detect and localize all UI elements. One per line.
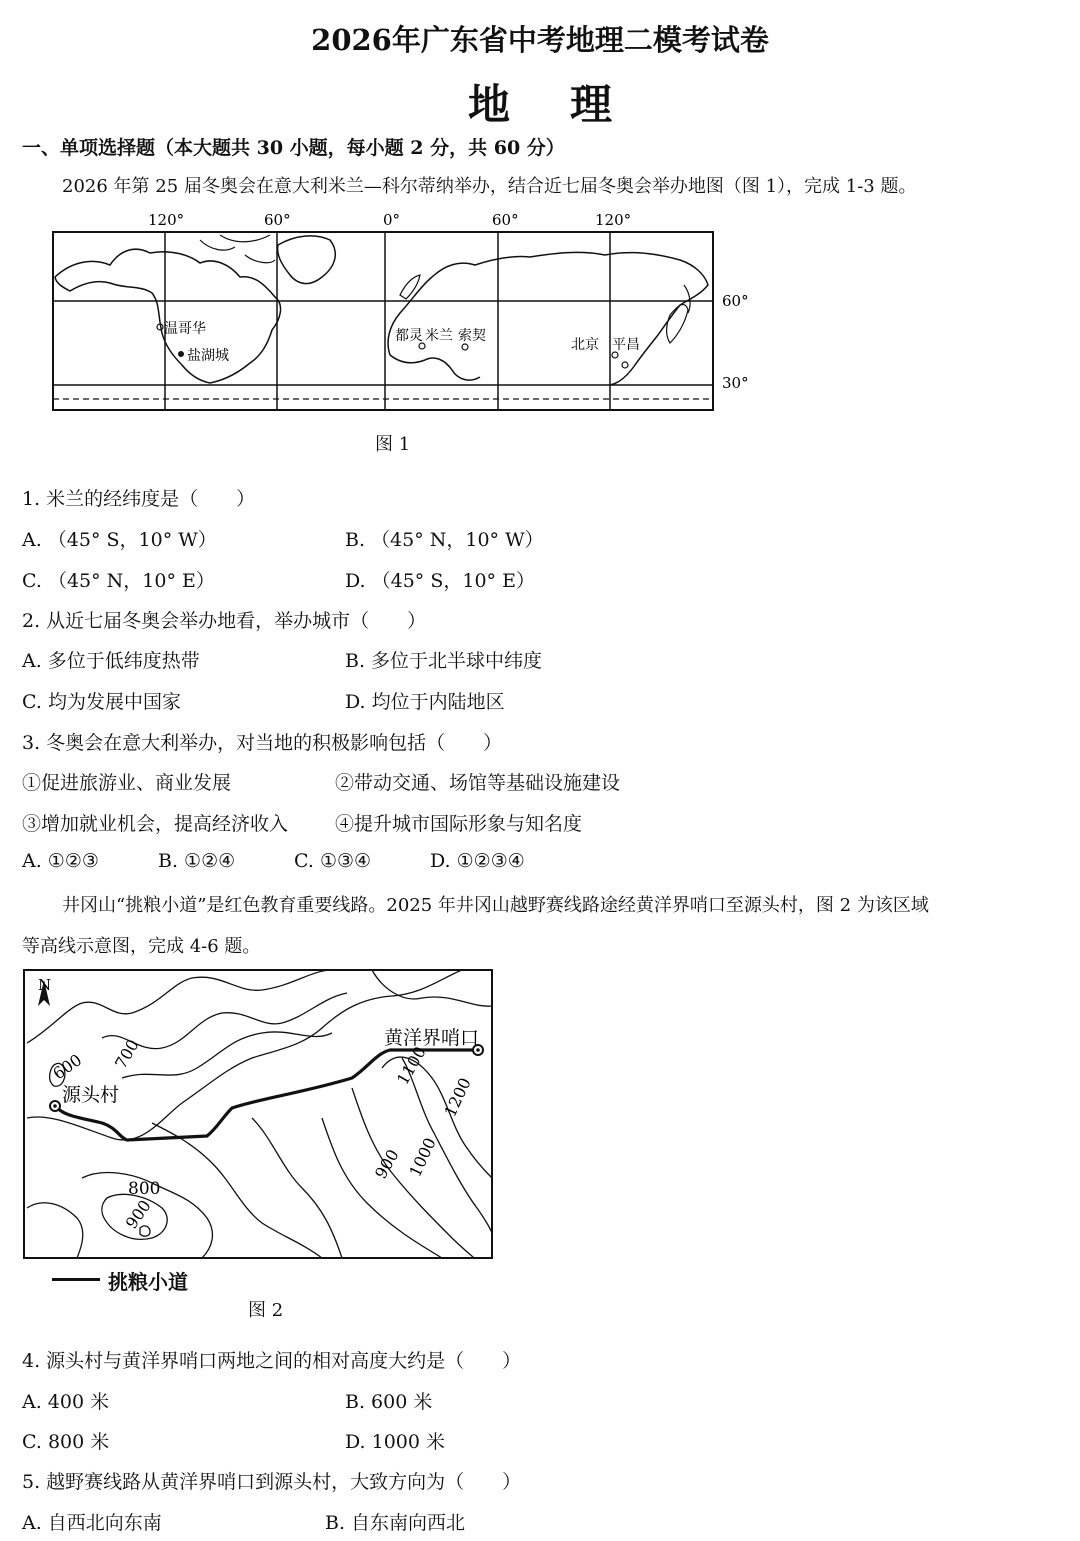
contour-label-1000: 1000 <box>405 1134 440 1180</box>
intro-paragraph-1: 2026 年第 25 届冬奥会在意大利米兰—科尔蒂纳举办，结合近七届冬奥会举办地图（图 1），完成 1-3 题。 <box>62 176 917 197</box>
contour-hill <box>140 1226 150 1236</box>
map2-frame <box>24 970 492 1258</box>
contour-label-1200: 1200 <box>440 1074 475 1120</box>
contour-label-600: 600 <box>49 1050 86 1084</box>
lat-label-30: 30° <box>722 374 749 392</box>
contour-line <box>27 970 462 1140</box>
city-turin: 都灵 <box>395 328 423 344</box>
lat-label-60: 60° <box>722 292 749 310</box>
q2-option-c[interactable]: C. 均为发展中国家 <box>22 691 181 713</box>
city-sochi: 索契 <box>458 328 486 344</box>
q4-option-c[interactable]: C. 800 米 <box>22 1431 110 1453</box>
contour-line <box>152 1123 322 1258</box>
place-yuantou: 源头村 <box>62 1084 120 1106</box>
arctic-islands <box>200 235 275 263</box>
contour-label-700: 700 <box>111 1036 143 1072</box>
lon-label-0: 0° <box>383 211 401 229</box>
q1-stem: 1. 米兰的经纬度是（ ） <box>22 488 256 510</box>
contour-label-900-b: 900 <box>121 1196 155 1233</box>
legend-label: 挑粮小道 <box>108 1270 188 1294</box>
q1-option-b[interactable]: B. （45° N，10° W） <box>345 529 544 551</box>
q5-option-a[interactable]: A. 自西北向东南 <box>22 1512 162 1534</box>
q4-option-d[interactable]: D. 1000 米 <box>345 1431 446 1453</box>
city-saltlake: 盐湖城 <box>187 348 229 364</box>
q5-stem: 5. 越野赛线路从黄洋界哨口到源头村，大致方向为（ ） <box>22 1471 522 1493</box>
q1-option-c[interactable]: C. （45° N，10° E） <box>22 570 215 592</box>
q3-option-b[interactable]: B. ①②④ <box>158 850 236 872</box>
q2-option-b[interactable]: B. 多位于北半球中纬度 <box>345 650 543 672</box>
q3-item-1: ①促进旅游业、商业发展 <box>22 772 232 794</box>
lon-label-60e: 60° <box>492 211 519 229</box>
intro-paragraph-2-line2: 等高线示意图，完成 4-6 题。 <box>22 936 261 957</box>
figure1-caption: 图 1 <box>375 434 411 455</box>
lon-label-60w: 60° <box>264 211 291 229</box>
city-beijing: 北京 <box>571 337 599 353</box>
contour-line <box>102 993 347 1049</box>
lon-label-120e: 120° <box>595 211 632 229</box>
japan <box>667 305 688 343</box>
q3-option-d[interactable]: D. ①②③④ <box>430 850 525 872</box>
q1-option-a[interactable]: A. （45° S，10° W） <box>22 529 217 551</box>
continent-north-america <box>55 249 281 383</box>
q5-option-b[interactable]: B. 自东南向西北 <box>325 1512 466 1534</box>
lon-label-120w: 120° <box>148 211 185 229</box>
contour-line <box>402 1058 492 1233</box>
figure2-caption: 图 2 <box>248 1300 284 1321</box>
q2-option-d[interactable]: D. 均位于内陆地区 <box>345 691 505 713</box>
contour-label-900: 900 <box>371 1146 403 1182</box>
q2-option-a[interactable]: A. 多位于低纬度热带 <box>22 650 200 672</box>
north-label: N <box>38 976 52 994</box>
yuantou-marker-center <box>53 1104 57 1108</box>
section-heading: 一、单项选择题（本大题共 30 小题，每小题 2 分，共 60 分） <box>22 137 565 159</box>
subject-title: 地理 <box>467 80 672 129</box>
british-isles <box>400 275 420 299</box>
continent-eurasia <box>388 252 708 385</box>
city-vancouver: 温哥华 <box>164 321 206 337</box>
city-milan: 米兰 <box>425 328 453 344</box>
contour-line <box>252 1118 342 1258</box>
city-dot-sochi <box>462 344 468 350</box>
contour-label-800: 800 <box>128 1179 161 1199</box>
figure1-map <box>40 205 760 420</box>
q2-stem: 2. 从近七届冬奥会举办地看，举办城市（ ） <box>22 610 427 632</box>
city-dot-pyeongchang <box>622 362 628 368</box>
q3-option-c[interactable]: C. ①③④ <box>294 850 372 872</box>
contour-label-1100: 1100 <box>393 1043 430 1088</box>
contour-line <box>27 1203 83 1258</box>
city-pyeongchang: 平昌 <box>612 337 640 353</box>
q3-stem: 3. 冬奥会在意大利举办，对当地的积极影响包括（ ） <box>22 732 503 754</box>
q3-item-3: ③增加就业机会，提高经济收入 <box>22 813 289 835</box>
greenland <box>278 236 336 284</box>
place-huangyangjie: 黄洋界哨口 <box>384 1027 480 1049</box>
q3-item-2: ②带动交通、场馆等基础设施建设 <box>335 772 621 794</box>
contour-line <box>372 970 492 1006</box>
contour-line <box>27 970 332 1043</box>
q3-item-4: ④提升城市国际形象与知名度 <box>335 813 583 835</box>
exam-title: 2026年广东省中考地理二模考试卷 <box>311 23 769 57</box>
legend-line <box>52 1278 100 1281</box>
city-dot-saltlake <box>178 351 184 357</box>
intro-paragraph-2-line1: 井冈山“挑粮小道”是红色教育重要线路。2025 年井冈山越野赛线路途经黄洋界哨口至源头村，图 2 为该区域 <box>62 895 929 916</box>
q4-option-a[interactable]: A. 400 米 <box>22 1391 110 1413</box>
q3-option-a[interactable]: A. ①②③ <box>22 850 99 872</box>
figure2-contour-map <box>22 968 497 1263</box>
q4-option-b[interactable]: B. 600 米 <box>345 1391 433 1413</box>
q4-stem: 4. 源头村与黄洋界哨口两地之间的相对高度大约是（ ） <box>22 1350 522 1372</box>
q1-option-d[interactable]: D. （45° S，10° E） <box>345 570 535 592</box>
